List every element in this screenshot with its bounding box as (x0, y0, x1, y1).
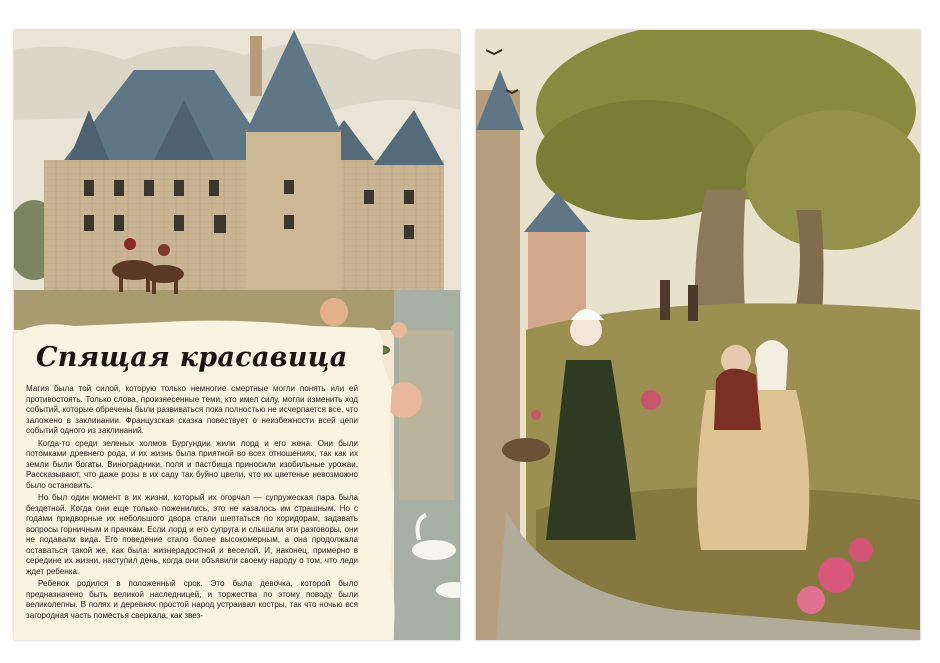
paragraph: Магия была той силой, которую только немногие смертные могли понять или ей противостоять. Только слова, произнесенные теми, кто имел силу, могли изменить ход событий, которые обречены были развиваться пока полностью не исчерпается все, что заложено в заклинании. Французская сказка повествует о неизбежности всей цепи событий одного из заклинаний. (26, 384, 358, 435)
right-page (476, 30, 920, 640)
left-page (14, 30, 460, 640)
story-body (26, 384, 358, 623)
paragraph: Ребенок родился в положенный срок. Это была девочка, которой было предназначено быть великой наследницей, и торжества по этому поводу были великолепны. В полях и деревнях простой народ устраивал костры, так что ночью вся загородная часть поместья сверкала, как звез- (26, 579, 358, 620)
story-text-block (14, 322, 396, 640)
paragraph: Но был один момент в их жизни, который их огорчал — супружеская пара была бездетной. Когда они еще только поженились, это не казалось им страшным. Но с годами придворные их небольшого двора стали шептаться по коридорам, задавать вопросы горничным и прачкам. Если лорд и его супруга и слышали эти разговоры, они не подавали вида. Его поведение стало более высокомерным, а она продолжала оставаться такой же, как была: жизнерадостной и веселой. И, наконец, примерно в середине их жизни, наступил день, когда они объявили своему народу о том, что леди ждет ребенка. (26, 493, 358, 576)
paragraph: Когда-то среди зеленых холмов Бургундии жили лорд и его жена. Они были потомками древнего рода, и их жизнь была приятной во всех отношениях, так как их земли были богаты. Виноградники, поля и пастбища приносили изобильные урожаи. Рассказывают, что даже розы в их саду так буйно цвели, что их цветенье невозможно было остановить. (26, 438, 358, 490)
garden-illustration (476, 30, 920, 640)
page-title: Спящая красавица (36, 342, 348, 373)
